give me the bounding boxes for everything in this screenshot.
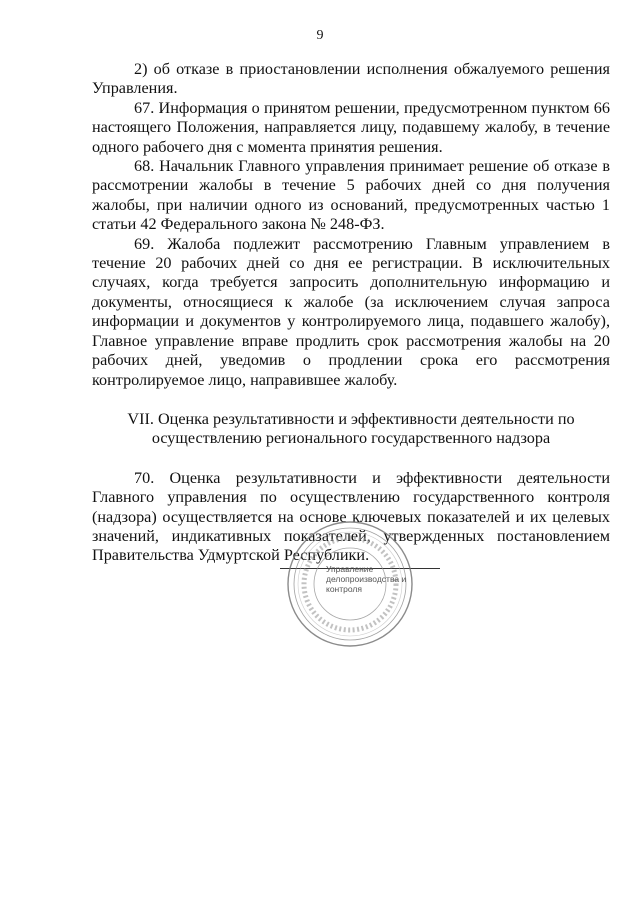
paragraph-68: 68. Начальник Главного управления принимает решение об отказе в рассмотрении жалобы в течение 5 рабочих дней со дня получения жалобы, при наличии одного из оснований, предусмотренных частью 1 статьи 42 Федерального закона № 248-ФЗ. — [92, 157, 610, 234]
document-body — [92, 60, 610, 566]
paragraph-70: 70. Оценка результативности и эффективности деятельности Главного управления по осуществлению государственного контроля (надзора) осуществляется на основе ключевых показателей и их целевых значений, индикативных показателей, утвержденных постановлением Правительства Удмуртской Республики. — [92, 468, 610, 565]
paragraph-67: 67. Информация о принятом решении, предусмотренном пунктом 66 настоящего Положения, направляется лицу, подавшему жалобу, в течение одного рабочего дня с момента принятия решения. — [92, 98, 610, 156]
page-number: 9 — [316, 28, 324, 43]
signature-block — [268, 512, 438, 662]
section-title: VII. Оценка результативности и эффективности деятельности по осуществлению регионального государственного надзора — [127, 409, 575, 448]
seal-inner-text: Управление делопроизводства и контроля — [326, 564, 407, 594]
paragraph-item-2: 2) об отказе в приостановлении исполнения обжалуемого решения Управления. — [92, 60, 610, 98]
paragraph-69: 69. Жалоба подлежит рассмотрению Главным управлением в течение 20 рабочих дней со дня ее регистрации. В исключительных случаях, когда требуется запросить дополнительную информацию и документы, относящиеся к жалобе (за исключением случая запроса информации и документов у контролируемого лица, подавшего жалобу), Главное управление вправе продлить срок рассмотрения жалобы на 20 рабочих дней, уведомив о продлении срока его рассмотрения контролируемое лицо, направившее жалобу. — [92, 234, 610, 389]
